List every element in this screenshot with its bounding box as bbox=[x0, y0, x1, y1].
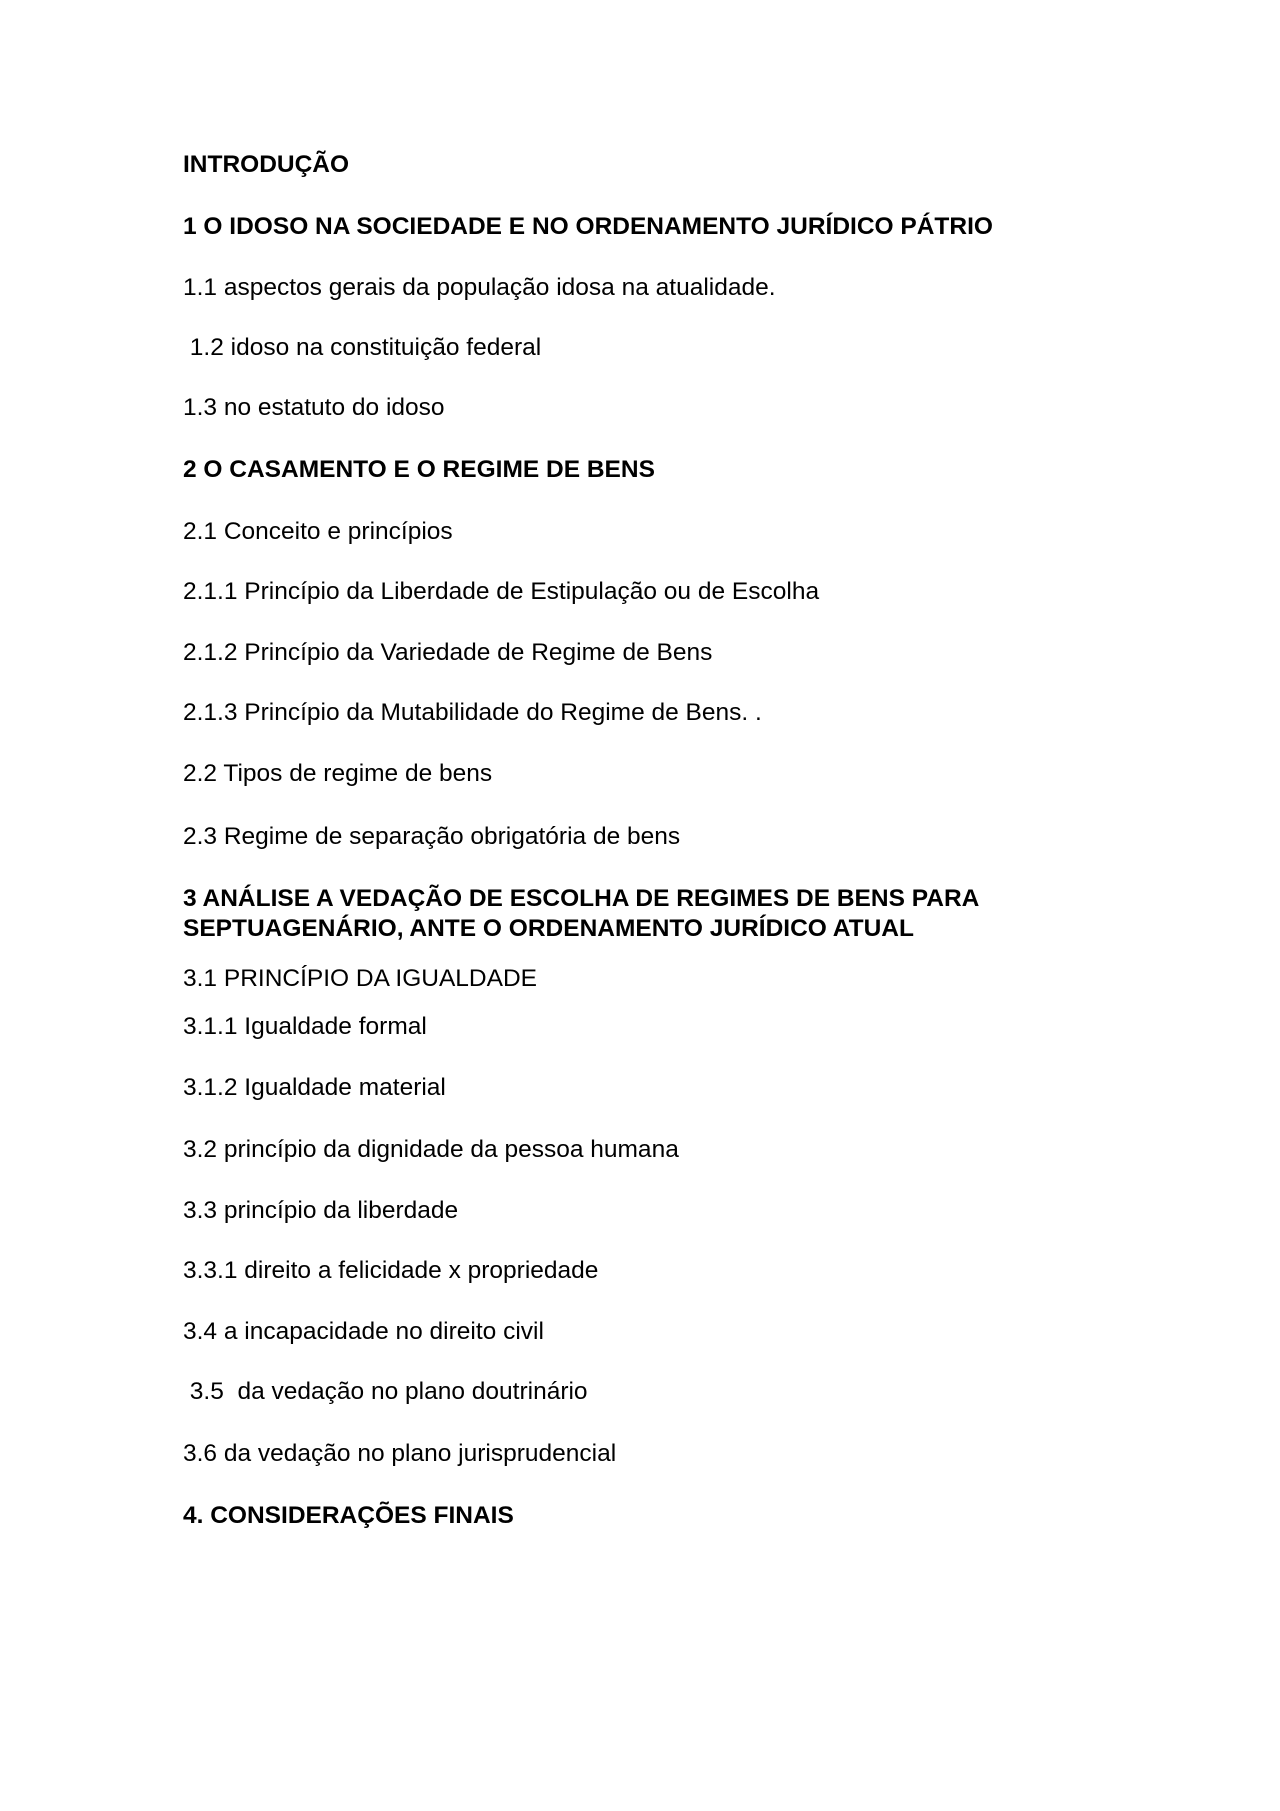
toc-item-3-5: 3.5 da vedação no plano doutrinário bbox=[183, 1378, 588, 1405]
toc-item-3-1-1: 3.1.1 Igualdade formal bbox=[183, 1013, 427, 1040]
toc-item-3-1-2: 3.1.2 Igualdade material bbox=[183, 1074, 446, 1101]
toc-item-2-1-3: 2.1.3 Princípio da Mutabilidade do Regime de Bens. . bbox=[183, 699, 762, 726]
toc-item-1-2: 1.2 idoso na constituição federal bbox=[183, 334, 542, 361]
toc-item-3-4: 3.4 a incapacidade no direito civil bbox=[183, 1318, 544, 1345]
toc-item-2-3: 2.3 Regime de separação obrigatória de bens bbox=[183, 823, 681, 850]
toc-item-1-3: 1.3 no estatuto do idoso bbox=[183, 394, 445, 421]
toc-item-2-2: 2.2 Tipos de regime de bens bbox=[183, 760, 493, 787]
toc-heading-3-line2: SEPTUAGENÁRIO, ANTE O ORDENAMENTO JURÍDICO ATUAL bbox=[183, 915, 914, 942]
toc-item-2-1: 2.1 Conceito e princípios bbox=[183, 518, 453, 545]
toc-item-2-1-2: 2.1.2 Princípio da Variedade de Regime de Bens bbox=[183, 639, 713, 666]
toc-item-1-1: 1.1 aspectos gerais da população idosa na atualidade. bbox=[183, 274, 776, 301]
toc-item-3-3: 3.3 princípio da liberdade bbox=[183, 1197, 459, 1224]
toc-heading-introducao: INTRODUÇÃO bbox=[183, 151, 350, 178]
toc-heading-2: 2 O CASAMENTO E O REGIME DE BENS bbox=[183, 456, 655, 483]
toc-heading-3-line1: 3 ANÁLISE A VEDAÇÃO DE ESCOLHA DE REGIMES DE BENS PARA bbox=[183, 885, 980, 912]
toc-item-2-1-1: 2.1.1 Princípio da Liberdade de Estipulação ou de Escolha bbox=[183, 578, 820, 605]
toc-item-3-3-1: 3.3.1 direito a felicidade x propriedade bbox=[183, 1257, 599, 1284]
toc-item-3-1: 3.1 PRINCÍPIO DA IGUALDADE bbox=[183, 965, 537, 992]
toc-heading-4: 4. CONSIDERAÇÕES FINAIS bbox=[183, 1502, 514, 1529]
toc-heading-1: 1 O IDOSO NA SOCIEDADE E NO ORDENAMENTO JURÍDICO PÁTRIO bbox=[183, 213, 993, 240]
toc-item-3-6: 3.6 da vedação no plano jurisprudencial bbox=[183, 1440, 617, 1467]
toc-item-3-2: 3.2 princípio da dignidade da pessoa humana bbox=[183, 1136, 679, 1163]
